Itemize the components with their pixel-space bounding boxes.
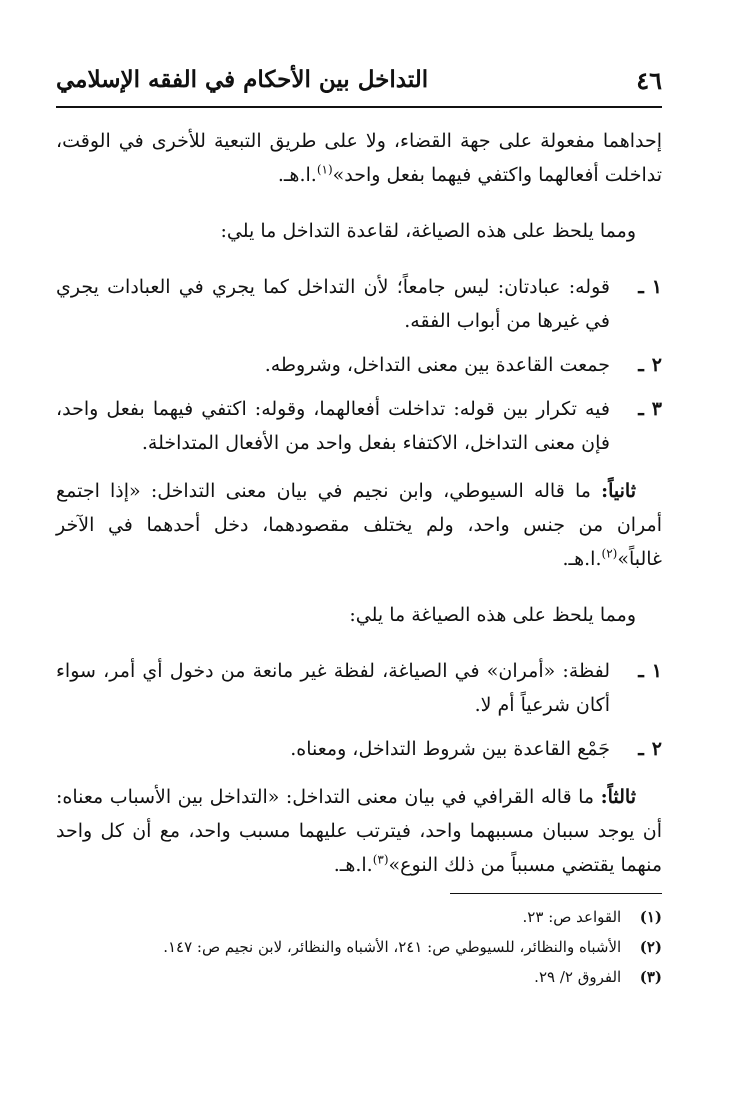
page-header: [56, 62, 662, 108]
footnote-text: الأشباه والنظائر، للسيوطي ص: ٢٤١، الأشباه والنظائر، لابن نجيم ص: ١٤٧.: [163, 938, 622, 956]
observations-intro: ومما يلحظ على هذه الصياغة ما يلي:: [349, 604, 636, 626]
footnote: [56, 932, 662, 962]
list-item-text: قوله: عبادتان: ليس جامعاً؛ لأن التداخل كما يجري في العبادات يجري في غيرها من أبواب الفقه.: [56, 276, 610, 332]
list-item: [56, 392, 662, 460]
list-number: ١ـ: [638, 660, 662, 682]
list-item-text: لفظة: «أمران» في الصياغة، لفظة غير مانعة من دخول أي أمر، سواء أكان شرعياً أم لا.: [56, 660, 610, 716]
section-label: ثانياً:: [601, 480, 636, 502]
list-item-text: جمعت القاعدة بين معنى التداخل، وشروطه.: [264, 354, 610, 376]
paragraph-end: .ا.هـ.: [562, 548, 602, 570]
running-title: التداخل بين الأحكام في الفقه الإسلامي: [56, 66, 429, 93]
list-item-text: جَمْع القاعدة بين شروط التداخل، ومعناه.: [290, 738, 610, 760]
footnote: [56, 902, 662, 932]
page-number: ٤٦: [636, 66, 662, 95]
paragraph-end: .ا.هـ.: [333, 854, 373, 876]
list-number: ٣ـ: [638, 398, 662, 420]
definition-second: [56, 474, 662, 576]
footnote-divider: [450, 893, 662, 894]
paragraph-text: إحداهما مفعولة على جهة القضاء، ولا على طريق التبعية للأخرى في الوقت، تداخلت أفعالهما واكتفي فيهما بفعل واحد»: [56, 130, 662, 186]
paragraph-continuation: [56, 124, 662, 192]
list-item: [56, 348, 662, 382]
definition-text: ما قاله السيوطي، وابن نجيم في بيان معنى التداخل: «إذا اجتمع أمران من جنس واحد، ولم يختلف مقصودهما، دخل أحدهما في الآخر غالباً»: [56, 480, 662, 570]
list-number: ١ـ: [638, 276, 662, 298]
footnote-ref: (٣): [372, 852, 389, 867]
footnote-number: (٣): [639, 968, 662, 986]
footnote-ref: (٢): [601, 546, 618, 561]
list-item: [56, 270, 662, 338]
list-item-text: فيه تكرار بين قوله: تداخلت أفعالهما، وقوله: اكتفي فيهما بفعل واحد، فإن معنى التداخل، الاكتفاء بفعل واحد من الأفعال المتداخلة.: [56, 398, 610, 454]
list-item: [56, 732, 662, 766]
section-label: ثالثاً:: [600, 786, 636, 808]
list-item: [56, 654, 662, 722]
list-number: ٢ـ: [638, 738, 662, 760]
footnote-ref: (١): [316, 162, 333, 177]
footnote-text: القواعد ص: ٢٣.: [522, 908, 622, 926]
footnotes: [56, 902, 662, 992]
footnote-number: (١): [639, 908, 662, 926]
paragraph-end: .ا.هـ.: [277, 164, 317, 186]
footnote-number: (٢): [639, 938, 662, 956]
definition-third: [56, 780, 662, 882]
footnote-text: الفروق ٢/ ٢٩.: [534, 968, 622, 986]
list-number: ٢ـ: [638, 354, 662, 376]
definition-text: ما قاله القرافي في بيان معنى التداخل: «التداخل بين الأسباب معناه: أن يوجد سببان مسببهما واحد، فيترتب عليهما مسبب واحد، مع أن كل واحد منهما يقتضي مسبباً من ذلك النوع»: [56, 786, 662, 876]
footnote: [56, 962, 662, 992]
page-body: [56, 124, 662, 894]
observations-intro: ومما يلحظ على هذه الصياغة، لقاعدة التداخل ما يلي:: [220, 220, 636, 242]
